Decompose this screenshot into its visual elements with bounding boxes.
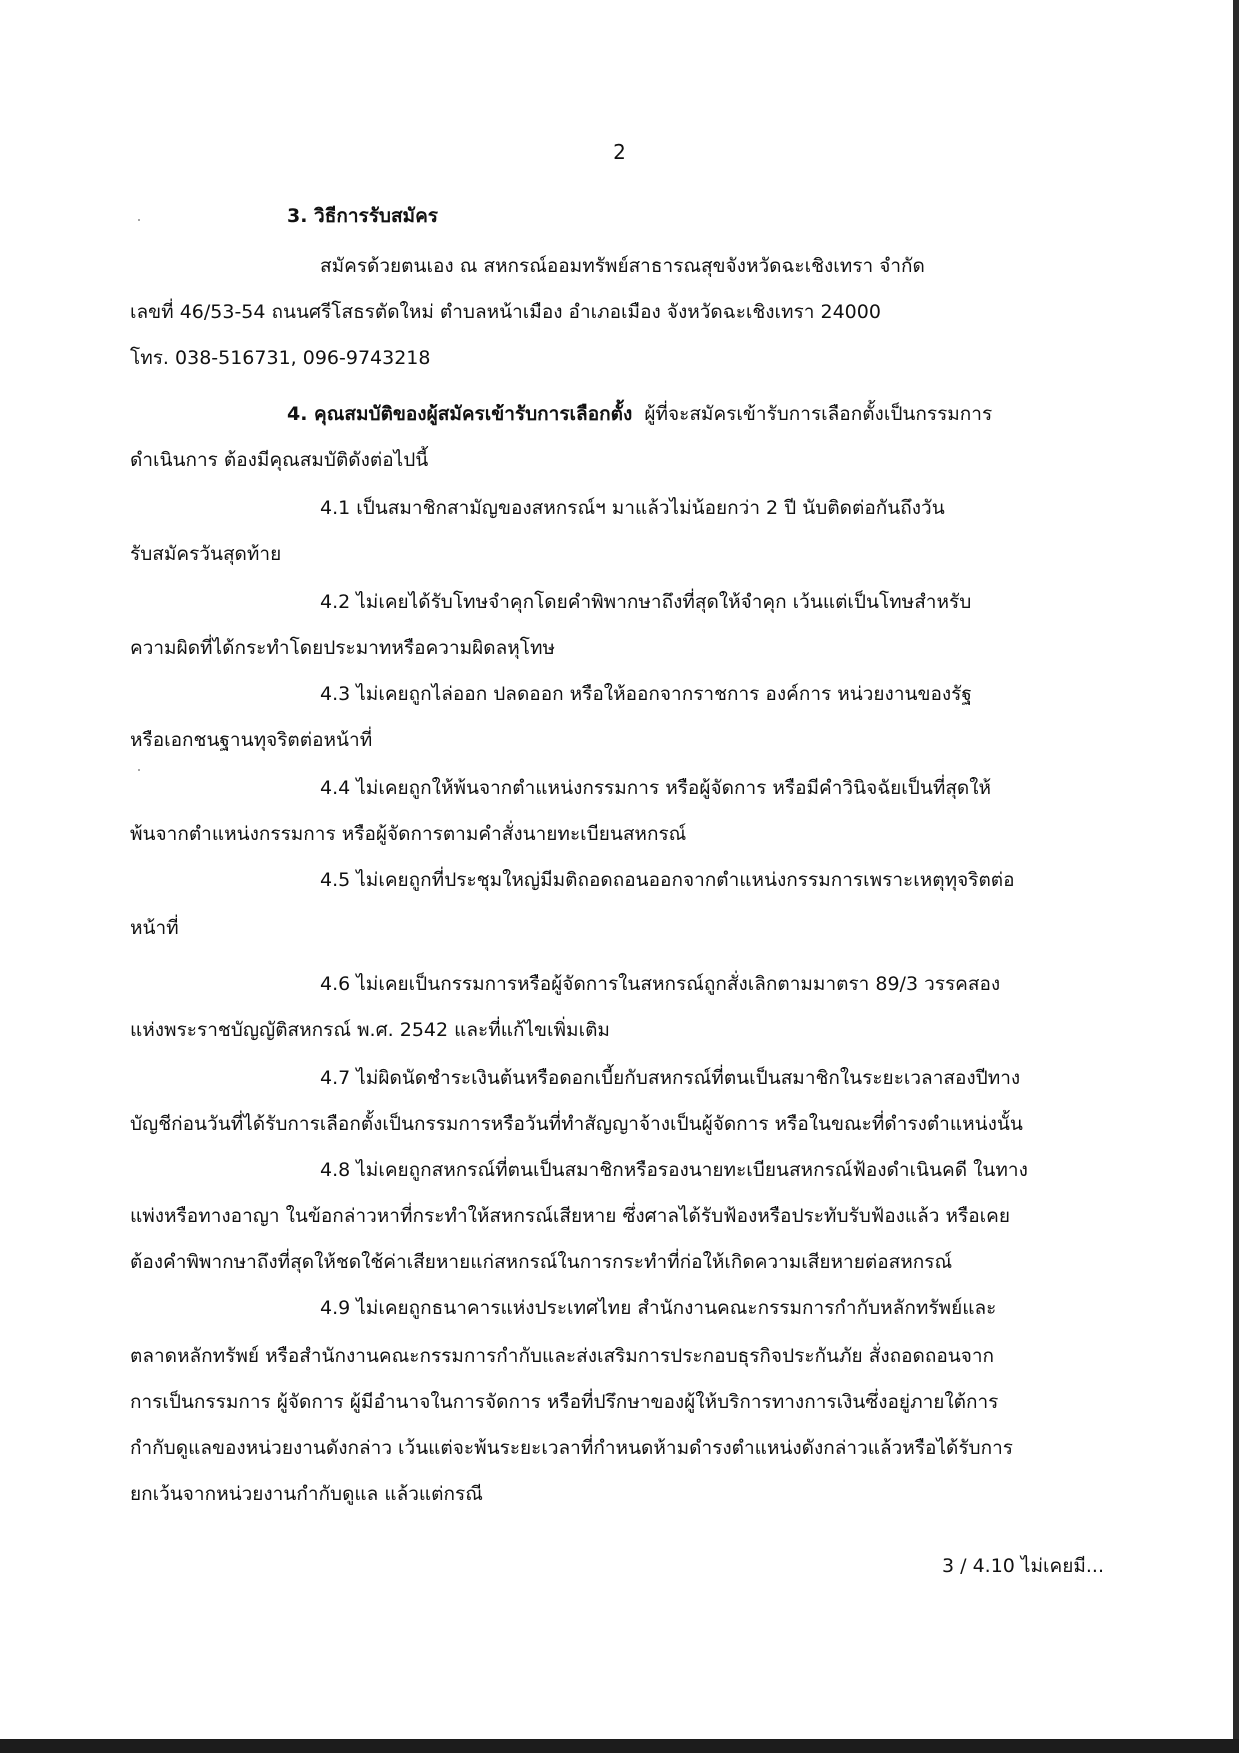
scan-edge-right — [1233, 0, 1239, 1753]
item-4-8-cont: ต้องคำพิพากษาถึงที่สุดให้ชดใช้ค่าเสียหายแก่สหกรณ์ในการกระทำที่ก่อให้เกิดความเสียหายต่อสหกรณ์ — [130, 1251, 953, 1273]
item-4-7-cont: บัญชีก่อนวันที่ได้รับการเลือกตั้งเป็นกรรมการหรือวันที่ทำสัญญาจ้างเป็นผู้จัดการ หรือในขณะที่ดำรงตำแหน่งนั้น — [130, 1113, 1023, 1135]
section-4-intro — [287, 396, 992, 432]
section-3-line: โทร. 038-516731, 096-9743218 — [130, 347, 431, 369]
section-3-line: เลขที่ 46/53-54 ถนนศรีโสธรตัดใหม่ ตำบลหน้าเมือง อำเภอเมือง จังหวัดฉะเชิงเทรา 24000 — [130, 301, 881, 323]
item-4-5-first: 4.5 ไม่เคยถูกที่ประชุมใหญ่มีมติถอดถอนออกจากตำแหน่งกรรมการเพราะเหตุทุจริตต่อ — [320, 869, 1015, 891]
item-4-9-cont: กำกับดูแลของหน่วยงานดังกล่าว เว้นแต่จะพ้นระยะเวลาที่กำหนดห้ามดำรงตำแหน่งดังกล่าวแล้วหรือได้รับการ — [130, 1437, 1013, 1459]
item-4-8-first: 4.8 ไม่เคยถูกสหกรณ์ที่ตนเป็นสมาชิกหรือรองนายทะเบียนสหกรณ์ฟ้องดำเนินคดี ในทาง — [320, 1159, 1028, 1181]
scan-speck — [138, 219, 140, 221]
item-4-2-first: 4.2 ไม่เคยได้รับโทษจำคุกโดยคำพิพากษาถึงที่สุดให้จำคุก เว้นแต่เป็นโทษสำหรับ — [320, 591, 972, 613]
item-4-1-cont: รับสมัครวันสุดท้าย — [130, 543, 282, 565]
item-4-9-cont: การเป็นกรรมการ ผู้จัดการ ผู้มีอำนาจในการจัดการ หรือที่ปรึกษาของผู้ให้บริการทางการเงินซึ่งอยู่ภายใต้การ — [130, 1391, 999, 1413]
item-4-9-cont: ตลาดหลักทรัพย์ หรือสำนักงานคณะกรรมการกำกับและส่งเสริมการประกอบธุรกิจประกันภัย สั่งถอดถอนจาก — [130, 1345, 995, 1367]
next-page-reference: 3 / 4.10 ไม่เคยมี... — [942, 1555, 1104, 1577]
item-4-7-first: 4.7 ไม่ผิดนัดชำระเงินต้นหรือดอกเบี้ยกับสหกรณ์ที่ตนเป็นสมาชิกในระยะเวลาสองปีทาง — [320, 1067, 1021, 1089]
section-3-line: สมัครด้วยตนเอง ณ สหกรณ์ออมทรัพย์สาธารณสุขจังหวัดฉะเชิงเทรา จำกัด — [320, 255, 925, 277]
item-4-5-cont: หน้าที่ — [130, 917, 179, 939]
item-4-1-first: 4.1 เป็นสมาชิกสามัญของสหกรณ์ฯ มาแล้วไม่น้อยกว่า 2 ปี นับติดต่อกันถึงวัน — [320, 497, 945, 519]
scan-edge-bottom — [0, 1739, 1239, 1753]
scan-speck — [138, 769, 140, 771]
item-4-3-first: 4.3 ไม่เคยถูกไล่ออก ปลดออก หรือให้ออกจากราชการ องค์การ หน่วยงานของรัฐ — [320, 683, 972, 705]
page-number: 2 — [613, 140, 626, 164]
item-4-3-cont: หรือเอกชนฐานทุจริตต่อหน้าที่ — [130, 729, 373, 751]
section-4-intro-line2: ดำเนินการ ต้องมีคุณสมบัติดังต่อไปนี้ — [130, 449, 429, 471]
item-4-4-first: 4.4 ไม่เคยถูกให้พ้นจากตำแหน่งกรรมการ หรือผู้จัดการ หรือมีคำวินิจฉัยเป็นที่สุดให้ — [320, 777, 992, 799]
item-4-9-first: 4.9 ไม่เคยถูกธนาคารแห่งประเทศไทย สำนักงานคณะกรรมการกำกับหลักทรัพย์และ — [320, 1297, 997, 1319]
section-3-heading: 3. วิธีการรับสมัคร — [287, 205, 438, 227]
section-4-heading: 4. คุณสมบัติของผู้สมัครเข้ารับการเลือกตั้ง — [287, 403, 633, 425]
item-4-6-cont: แห่งพระราชบัญญัติสหกรณ์ พ.ศ. 2542 และที่แก้ไขเพิ่มเติม — [130, 1019, 610, 1041]
item-4-9-cont: ยกเว้นจากหน่วยงานกำกับดูแล แล้วแต่กรณี — [130, 1483, 483, 1505]
item-4-8-cont: แพ่งหรือทางอาญา ในข้อกล่าวหาที่กระทำให้สหกรณ์เสียหาย ซึ่งศาลได้รับฟ้องหรือประทับรับฟ้องแล้ว หรือเคย — [130, 1205, 1010, 1227]
section-4-intro-rest: ผู้ที่จะสมัครเข้ารับการเลือกตั้งเป็นกรรมการ — [644, 403, 993, 425]
item-4-4-cont: พ้นจากตำแหน่งกรรมการ หรือผู้จัดการตามคำสั่งนายทะเบียนสหกรณ์ — [130, 823, 687, 845]
item-4-2-cont: ความผิดที่ได้กระทำโดยประมาทหรือความผิดลหุโทษ — [130, 637, 556, 659]
item-4-6-first: 4.6 ไม่เคยเป็นกรรมการหรือผู้จัดการในสหกรณ์ถูกสั่งเลิกตามมาตรา 89/3 วรรคสอง — [320, 973, 1001, 995]
